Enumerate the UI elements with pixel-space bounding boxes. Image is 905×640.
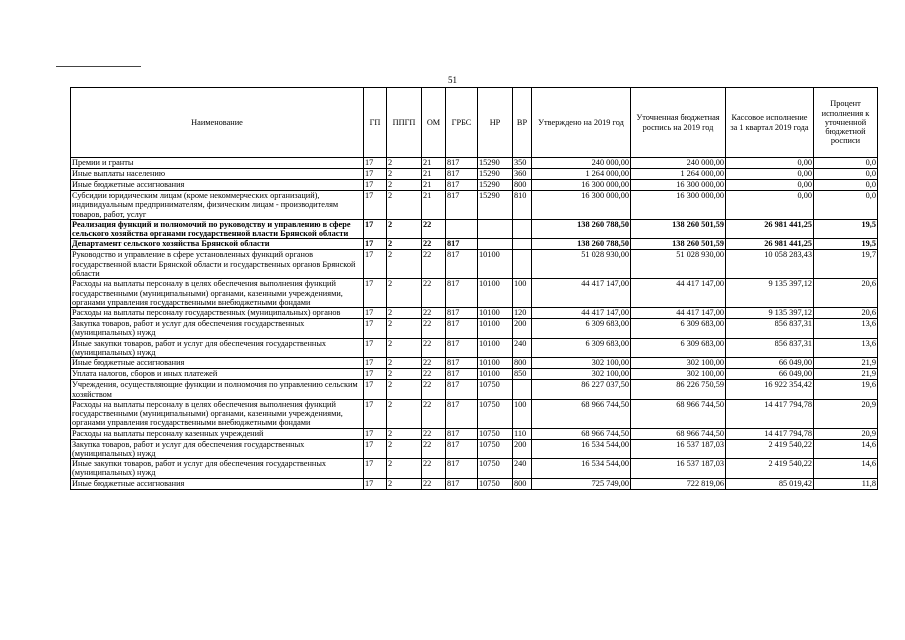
cell-percent: 0,0 bbox=[814, 169, 878, 180]
table-row bbox=[71, 169, 878, 180]
cell-percent: 21,9 bbox=[814, 369, 878, 380]
cell-om: 22 bbox=[422, 428, 446, 439]
cell-percent: 14,6 bbox=[814, 459, 878, 479]
cell-vr: 800 bbox=[513, 478, 532, 489]
cell-grbs: 817 bbox=[446, 358, 478, 369]
cell-gp: 17 bbox=[364, 308, 387, 319]
table-row bbox=[71, 191, 878, 220]
cell-refined: 138 260 501,59 bbox=[631, 239, 726, 250]
cell-om: 22 bbox=[422, 239, 446, 250]
cell-approved: 240 000,00 bbox=[532, 158, 631, 169]
cell-refined: 6 309 683,00 bbox=[631, 338, 726, 358]
cell-percent: 0,0 bbox=[814, 180, 878, 191]
table-row bbox=[71, 338, 878, 358]
cell-refined: 722 819,06 bbox=[631, 478, 726, 489]
cell-approved: 725 749,00 bbox=[532, 478, 631, 489]
cell-refined: 16 537 187,03 bbox=[631, 439, 726, 459]
cell-om: 21 bbox=[422, 158, 446, 169]
cell-gp: 17 bbox=[364, 279, 387, 308]
cell-cash: 0,00 bbox=[726, 169, 814, 180]
cell-approved: 44 417 147,00 bbox=[532, 279, 631, 308]
cell-percent: 20,9 bbox=[814, 428, 878, 439]
cell-ppgp: 2 bbox=[387, 399, 422, 428]
cell-np: 15290 bbox=[478, 169, 513, 180]
cell-vr bbox=[513, 219, 532, 239]
cell-refined: 44 417 147,00 bbox=[631, 308, 726, 319]
cell-grbs bbox=[446, 219, 478, 239]
cell-om: 21 bbox=[422, 169, 446, 180]
cell-grbs: 817 bbox=[446, 369, 478, 380]
cell-approved: 16 300 000,00 bbox=[532, 191, 631, 220]
cell-name: Иные бюджетные ассигнования bbox=[71, 478, 364, 489]
cell-percent: 20,6 bbox=[814, 308, 878, 319]
col-header-refined: Уточненная бюджетная роспись на 2019 год bbox=[631, 88, 726, 158]
cell-np: 15290 bbox=[478, 158, 513, 169]
cell-om: 22 bbox=[422, 358, 446, 369]
cell-vr: 850 bbox=[513, 369, 532, 380]
col-header-ppgp: ППГП bbox=[387, 88, 422, 158]
table-row bbox=[71, 358, 878, 369]
cell-refined: 302 100,00 bbox=[631, 358, 726, 369]
cell-vr: 800 bbox=[513, 358, 532, 369]
cell-om: 22 bbox=[422, 439, 446, 459]
col-header-approved: Утверждено на 2019 год bbox=[532, 88, 631, 158]
cell-np bbox=[478, 239, 513, 250]
table-row bbox=[71, 369, 878, 380]
cell-ppgp: 2 bbox=[387, 279, 422, 308]
cell-ppgp: 2 bbox=[387, 239, 422, 250]
cell-vr bbox=[513, 380, 532, 400]
cell-gp: 17 bbox=[364, 358, 387, 369]
cell-approved: 6 309 683,00 bbox=[532, 338, 631, 358]
cell-grbs: 817 bbox=[446, 158, 478, 169]
cell-cash: 856 837,31 bbox=[726, 338, 814, 358]
table-row bbox=[71, 219, 878, 239]
cell-refined: 16 300 000,00 bbox=[631, 191, 726, 220]
cell-ppgp: 2 bbox=[387, 338, 422, 358]
cell-gp: 17 bbox=[364, 459, 387, 479]
cell-refined: 68 966 744,50 bbox=[631, 428, 726, 439]
cell-np bbox=[478, 219, 513, 239]
cell-refined: 44 417 147,00 bbox=[631, 279, 726, 308]
cell-percent: 13,6 bbox=[814, 338, 878, 358]
cell-cash: 26 981 441,25 bbox=[726, 219, 814, 239]
cell-np: 10100 bbox=[478, 358, 513, 369]
cell-ppgp: 2 bbox=[387, 439, 422, 459]
cell-percent: 19,6 bbox=[814, 380, 878, 400]
cell-np: 10100 bbox=[478, 338, 513, 358]
cell-np: 10100 bbox=[478, 369, 513, 380]
cell-vr: 810 bbox=[513, 191, 532, 220]
cell-cash: 856 837,31 bbox=[726, 319, 814, 339]
cell-approved: 6 309 683,00 bbox=[532, 319, 631, 339]
cell-percent: 11,8 bbox=[814, 478, 878, 489]
cell-grbs: 817 bbox=[446, 180, 478, 191]
cell-gp: 17 bbox=[364, 380, 387, 400]
cell-om: 22 bbox=[422, 250, 446, 279]
cell-name: Расходы на выплаты персоналу в целях обеспечения выполнения функций государственными (муниципальными) органами, казенными учреждениями, органами управления государственными внебюджетными фондами bbox=[71, 399, 364, 428]
cell-refined: 240 000,00 bbox=[631, 158, 726, 169]
cell-name: Закупка товаров, работ и услуг для обеспечения государственных (муниципальных) нужд bbox=[71, 319, 364, 339]
cell-grbs: 817 bbox=[446, 250, 478, 279]
cell-np: 10750 bbox=[478, 459, 513, 479]
cell-vr bbox=[513, 239, 532, 250]
cell-np: 10750 bbox=[478, 478, 513, 489]
cell-gp: 17 bbox=[364, 219, 387, 239]
header-rule bbox=[56, 66, 141, 67]
cell-ppgp: 2 bbox=[387, 219, 422, 239]
cell-approved: 68 966 744,50 bbox=[532, 428, 631, 439]
page-number: 51 bbox=[448, 75, 457, 85]
cell-name: Субсидии юридическим лицам (кроме некоммерческих организаций), индивидуальным предпринимателям, физическим лицам - производителям товаров, работ, услуг bbox=[71, 191, 364, 220]
cell-gp: 17 bbox=[364, 338, 387, 358]
cell-ppgp: 2 bbox=[387, 358, 422, 369]
cell-cash: 0,00 bbox=[726, 180, 814, 191]
table-row bbox=[71, 439, 878, 459]
table-row bbox=[71, 308, 878, 319]
table-header-row bbox=[71, 88, 878, 158]
cell-ppgp: 2 bbox=[387, 191, 422, 220]
cell-cash: 66 049,00 bbox=[726, 369, 814, 380]
cell-om: 22 bbox=[422, 308, 446, 319]
cell-ppgp: 2 bbox=[387, 169, 422, 180]
cell-grbs: 817 bbox=[446, 478, 478, 489]
cell-name: Иные бюджетные ассигнования bbox=[71, 358, 364, 369]
cell-gp: 17 bbox=[364, 428, 387, 439]
cell-approved: 68 966 744,50 bbox=[532, 399, 631, 428]
cell-np: 10750 bbox=[478, 399, 513, 428]
col-header-percent: Процент исполнения к уточненной бюджетной росписи bbox=[814, 88, 878, 158]
cell-cash: 10 058 283,43 bbox=[726, 250, 814, 279]
cell-gp: 17 bbox=[364, 169, 387, 180]
cell-gp: 17 bbox=[364, 478, 387, 489]
cell-refined: 138 260 501,59 bbox=[631, 219, 726, 239]
cell-approved: 51 028 930,00 bbox=[532, 250, 631, 279]
cell-cash: 14 417 794,78 bbox=[726, 428, 814, 439]
cell-name: Премии и гранты bbox=[71, 158, 364, 169]
cell-om: 22 bbox=[422, 338, 446, 358]
cell-gp: 17 bbox=[364, 239, 387, 250]
cell-name: Уплата налогов, сборов и иных платежей bbox=[71, 369, 364, 380]
cell-grbs: 817 bbox=[446, 439, 478, 459]
cell-refined: 6 309 683,00 bbox=[631, 319, 726, 339]
cell-name: Расходы на выплаты персоналу казенных учреждений bbox=[71, 428, 364, 439]
cell-gp: 17 bbox=[364, 180, 387, 191]
cell-gp: 17 bbox=[364, 158, 387, 169]
cell-ppgp: 2 bbox=[387, 250, 422, 279]
cell-ppgp: 2 bbox=[387, 319, 422, 339]
cell-vr: 110 bbox=[513, 428, 532, 439]
cell-name: Расходы на выплаты персоналу государственных (муниципальных) органов bbox=[71, 308, 364, 319]
cell-cash: 0,00 bbox=[726, 191, 814, 220]
cell-approved: 302 100,00 bbox=[532, 369, 631, 380]
cell-gp: 17 bbox=[364, 399, 387, 428]
table-row bbox=[71, 319, 878, 339]
cell-grbs: 817 bbox=[446, 239, 478, 250]
cell-name: Иные бюджетные ассигнования bbox=[71, 180, 364, 191]
table-row bbox=[71, 399, 878, 428]
cell-gp: 17 bbox=[364, 250, 387, 279]
table-row bbox=[71, 158, 878, 169]
cell-cash: 2 419 540,22 bbox=[726, 439, 814, 459]
col-header-np: НР bbox=[478, 88, 513, 158]
cell-om: 22 bbox=[422, 459, 446, 479]
cell-name: Закупка товаров, работ и услуг для обеспечения государственных (муниципальных) нужд bbox=[71, 439, 364, 459]
cell-vr: 240 bbox=[513, 459, 532, 479]
cell-om: 21 bbox=[422, 180, 446, 191]
cell-name: Иные закупки товаров, работ и услуг для обеспечения государственных (муниципальных) нужд bbox=[71, 459, 364, 479]
cell-refined: 302 100,00 bbox=[631, 369, 726, 380]
cell-grbs: 817 bbox=[446, 338, 478, 358]
cell-grbs: 817 bbox=[446, 169, 478, 180]
cell-percent: 0,0 bbox=[814, 191, 878, 220]
cell-vr: 200 bbox=[513, 439, 532, 459]
cell-refined: 86 226 750,59 bbox=[631, 380, 726, 400]
cell-name: Руководство и управление в сфере установленных функций органов государственной власти Брянской области и государственных органов Брянской области bbox=[71, 250, 364, 279]
cell-refined: 16 300 000,00 bbox=[631, 180, 726, 191]
budget-table bbox=[70, 87, 878, 490]
cell-percent: 19,5 bbox=[814, 239, 878, 250]
cell-percent: 13,6 bbox=[814, 319, 878, 339]
cell-name: Учреждения, осуществляющие функции и полномочия по управлению сельским хозяйством bbox=[71, 380, 364, 400]
cell-cash: 16 922 354,42 bbox=[726, 380, 814, 400]
cell-percent: 19,7 bbox=[814, 250, 878, 279]
cell-name: Иные выплаты населению bbox=[71, 169, 364, 180]
cell-cash: 14 417 794,78 bbox=[726, 399, 814, 428]
cell-cash: 0,00 bbox=[726, 158, 814, 169]
cell-vr: 100 bbox=[513, 279, 532, 308]
cell-ppgp: 2 bbox=[387, 158, 422, 169]
cell-refined: 1 264 000,00 bbox=[631, 169, 726, 180]
cell-np: 10750 bbox=[478, 439, 513, 459]
cell-approved: 86 227 037,50 bbox=[532, 380, 631, 400]
cell-np: 10750 bbox=[478, 380, 513, 400]
cell-np: 15290 bbox=[478, 191, 513, 220]
cell-refined: 68 966 744,50 bbox=[631, 399, 726, 428]
cell-np: 10100 bbox=[478, 279, 513, 308]
col-header-om: ОМ bbox=[422, 88, 446, 158]
cell-vr: 350 bbox=[513, 158, 532, 169]
cell-gp: 17 bbox=[364, 369, 387, 380]
col-header-name: Наименование bbox=[71, 88, 364, 158]
table-row bbox=[71, 239, 878, 250]
cell-cash: 85 019,42 bbox=[726, 478, 814, 489]
cell-approved: 138 260 788,50 bbox=[532, 219, 631, 239]
cell-np: 15290 bbox=[478, 180, 513, 191]
cell-np: 10100 bbox=[478, 319, 513, 339]
cell-approved: 44 417 147,00 bbox=[532, 308, 631, 319]
table-row bbox=[71, 428, 878, 439]
cell-approved: 138 260 788,50 bbox=[532, 239, 631, 250]
cell-np: 10100 bbox=[478, 308, 513, 319]
cell-vr: 120 bbox=[513, 308, 532, 319]
cell-np: 10100 bbox=[478, 250, 513, 279]
cell-grbs: 817 bbox=[446, 308, 478, 319]
cell-grbs: 817 bbox=[446, 428, 478, 439]
cell-approved: 16 534 544,00 bbox=[532, 439, 631, 459]
table-row bbox=[71, 250, 878, 279]
cell-om: 22 bbox=[422, 279, 446, 308]
cell-name: Департамент сельского хозяйства Брянской области bbox=[71, 239, 364, 250]
cell-percent: 14,6 bbox=[814, 439, 878, 459]
col-header-gp: ГП bbox=[364, 88, 387, 158]
cell-om: 22 bbox=[422, 369, 446, 380]
cell-ppgp: 2 bbox=[387, 478, 422, 489]
table-row bbox=[71, 380, 878, 400]
cell-vr bbox=[513, 250, 532, 279]
col-header-vr: ВР bbox=[513, 88, 532, 158]
col-header-cash: Кассовое исполнение за 1 квартал 2019 года bbox=[726, 88, 814, 158]
cell-name: Расходы на выплаты персоналу в целях обеспечения выполнения функций государственными (муниципальными) органами, казенными учреждениями, органами управления государственными внебюджетными фондами bbox=[71, 279, 364, 308]
table-row bbox=[71, 279, 878, 308]
cell-percent: 20,6 bbox=[814, 279, 878, 308]
cell-om: 22 bbox=[422, 219, 446, 239]
table-body bbox=[71, 158, 878, 490]
cell-approved: 16 534 544,00 bbox=[532, 459, 631, 479]
cell-cash: 2 419 540,22 bbox=[726, 459, 814, 479]
cell-gp: 17 bbox=[364, 191, 387, 220]
cell-cash: 66 049,00 bbox=[726, 358, 814, 369]
cell-approved: 302 100,00 bbox=[532, 358, 631, 369]
cell-percent: 20,9 bbox=[814, 399, 878, 428]
cell-om: 22 bbox=[422, 319, 446, 339]
cell-np: 10750 bbox=[478, 428, 513, 439]
col-header-grbs: ГРБС bbox=[446, 88, 478, 158]
cell-ppgp: 2 bbox=[387, 428, 422, 439]
cell-grbs: 817 bbox=[446, 319, 478, 339]
cell-ppgp: 2 bbox=[387, 369, 422, 380]
cell-ppgp: 2 bbox=[387, 380, 422, 400]
cell-om: 22 bbox=[422, 380, 446, 400]
cell-vr: 240 bbox=[513, 338, 532, 358]
cell-grbs: 817 bbox=[446, 279, 478, 308]
cell-approved: 16 300 000,00 bbox=[532, 180, 631, 191]
cell-cash: 9 135 397,12 bbox=[726, 279, 814, 308]
cell-cash: 26 981 441,25 bbox=[726, 239, 814, 250]
cell-gp: 17 bbox=[364, 439, 387, 459]
cell-grbs: 817 bbox=[446, 459, 478, 479]
cell-vr: 360 bbox=[513, 169, 532, 180]
cell-approved: 1 264 000,00 bbox=[532, 169, 631, 180]
cell-grbs: 817 bbox=[446, 380, 478, 400]
table-row bbox=[71, 459, 878, 479]
cell-percent: 19,5 bbox=[814, 219, 878, 239]
cell-om: 22 bbox=[422, 478, 446, 489]
cell-om: 22 bbox=[422, 399, 446, 428]
cell-name: Реализация функций и полномочий по руководству и управлению в сфере сельского хозяйства органами государственной власти Брянской области bbox=[71, 219, 364, 239]
cell-om: 21 bbox=[422, 191, 446, 220]
cell-vr: 200 bbox=[513, 319, 532, 339]
cell-ppgp: 2 bbox=[387, 180, 422, 191]
cell-gp: 17 bbox=[364, 319, 387, 339]
cell-grbs: 817 bbox=[446, 399, 478, 428]
cell-name: Иные закупки товаров, работ и услуг для обеспечения государственных (муниципальных) нужд bbox=[71, 338, 364, 358]
cell-vr: 100 bbox=[513, 399, 532, 428]
cell-refined: 16 537 187,03 bbox=[631, 459, 726, 479]
cell-ppgp: 2 bbox=[387, 308, 422, 319]
cell-grbs: 817 bbox=[446, 191, 478, 220]
cell-vr: 800 bbox=[513, 180, 532, 191]
cell-refined: 51 028 930,00 bbox=[631, 250, 726, 279]
cell-percent: 0,0 bbox=[814, 158, 878, 169]
table-row bbox=[71, 180, 878, 191]
cell-cash: 9 135 397,12 bbox=[726, 308, 814, 319]
cell-percent: 21,9 bbox=[814, 358, 878, 369]
table-row bbox=[71, 478, 878, 489]
cell-ppgp: 2 bbox=[387, 459, 422, 479]
